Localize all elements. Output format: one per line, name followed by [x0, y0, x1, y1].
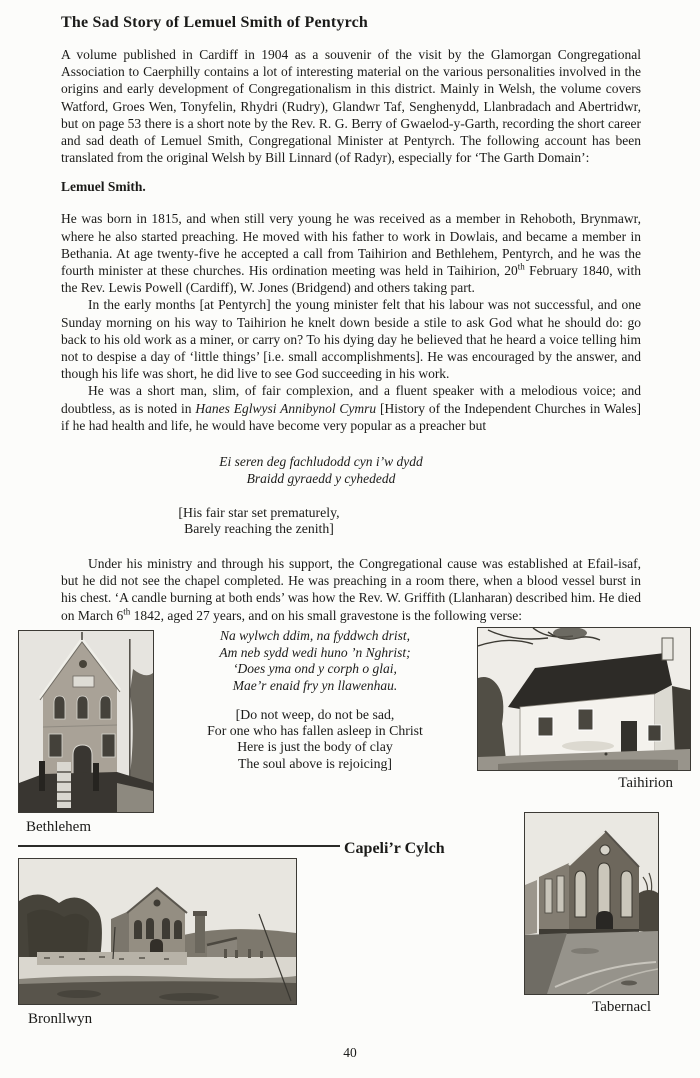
verse-line: ‘Does yma ond y corph o glai, [233, 661, 397, 676]
verse-line: Braidd gyraedd y cyhededd [246, 470, 396, 486]
welsh-verse-star [161, 454, 481, 487]
bronllwyn-chapel-photo [18, 858, 297, 1005]
paragraph-birth-text: He was born in 1815, and when still very young he was received as a member in Rehoboth, Brynmawr, where he also started preaching. He moved with his father to work in Dowlais, and became a member in Bethania. At age twenty-five he accepted a call from Taihirion and Bethlehem, Pentyrch, and he was the fourth minister at these churches. His ordination meeting was held in Taihirion, 20 [61, 211, 641, 279]
page-number: 40 [343, 1045, 357, 1060]
intro-paragraph: A volume published in Cardiff in 1904 as a souvenir of the visit by the Glamorgan Congregational Association to Caerphilly contains a lot of interesting material on the various personalities involved in the origins and early development of Congregationalism in this district. Mainly in Welsh, the volume covers Watford, Groes Wen, Tonyfelin, Rhydri (Rudry), Glandwr Taf, Senghenydd, Llanbradach and Abertridwr, but on page 53 there is a short note by the Rev. R. G. Berry of Gwaelod-y-Garth, recording the short career and sad death of Lemuel Smith, Congregational Minister at Pentyrch. The following account has been translated from the original Welsh by Bill Linnard (of Radyr), especially for ‘The Garth Domain’: [61, 47, 641, 166]
ordinal-superscript: th [123, 606, 131, 617]
verse-line: [Do not weep, do not be sad, [235, 707, 395, 722]
bronllwyn-chapel-figure [18, 858, 295, 1028]
verse-line: Ei seren deg fachludodd cyn i’w dydd [219, 454, 423, 470]
bronllwyn-caption: Bronllwyn [28, 1011, 93, 1027]
welsh-gravestone-verse [150, 628, 480, 694]
verse-line: Mae’r enaid fry yn llawenhau. [232, 677, 398, 693]
page-title: The Sad Story of Lemuel Smith of Pentyrch [61, 14, 369, 31]
tabernacl-chapel-photo [524, 812, 659, 995]
paragraph-ministry-text: Under his ministry and through his support, the Congregational cause was established at Efail-isaf, but he did not see the chapel completed. He was preaching in a room there, when a blood vessel burst in his chest. ‘A candle burning at both ends’ was how the Rev. W. Griffith (Llanharan) described him. He died on March 6 [61, 556, 641, 623]
verse-star-translation [99, 505, 419, 537]
article-text-column [61, 14, 641, 624]
verse-line: For one who has fallen asleep in Christ [207, 723, 423, 739]
paragraph-birth-text-cont: February 1840, with the Rev. Lewis Powell (Cardiff), W. Jones (Bridgend) and others taking part. [61, 263, 642, 296]
verse-line: Barely reaching the zenith] [184, 521, 334, 537]
taihirion-chapel-photo [477, 627, 691, 771]
verse-line: Na wylwch ddim, na fyddwch drist, [219, 628, 411, 643]
verse-line: Here is just the body of clay [237, 739, 393, 755]
ordinal-superscript: th [517, 261, 525, 272]
taihirion-caption: Taihirion [618, 775, 673, 791]
paragraph-description-text: He was a short man, slim, of fair complexion, and a fluent speaker with a melodious voice; and doubtless, as is noted in [61, 383, 641, 416]
paragraph-birth [61, 210, 641, 296]
horizontal-rule [18, 845, 340, 847]
taihirion-chapel-figure [477, 627, 689, 792]
paragraph-ministry-text-cont: 1842, aged 27 years, and on his small gravestone is the following verse: [130, 607, 523, 623]
paragraph-early-months: In the early months [at Pentyrch] the young minister felt that his labour was not successful, and one Sunday morning on his way to Taihirion he knelt down beside a stile to ask God what he should do: go back to his old work as a miner, or carry on? To his dying day he believed that he heard a voice telling him not to despise a day of ‘little things’ [i.e. small accomplishments]. He was encouraged by the answer, and though his life was short, he did live to see God succeeding in his work. [61, 297, 641, 382]
paragraph-ministry [61, 555, 641, 624]
verse-line: Am neb sydd wedi huno ’n Nghrist; [219, 644, 411, 660]
verse-line: [His fair star set prematurely, [178, 505, 340, 521]
bethlehem-chapel-figure [18, 630, 152, 836]
bethlehem-chapel-photo [18, 630, 154, 813]
paragraph-description [61, 382, 641, 434]
tabernacl-chapel-figure [524, 812, 657, 1016]
paragraph-description-text-cont: [History of the Independent Churches in Wales] if he had health and life, he would have become very popular as a preacher but [61, 400, 641, 433]
verse-line: The soul above is rejoicing] [237, 755, 393, 771]
gravestone-verse-column [150, 628, 480, 772]
photo-section-heading: Capeli’r Cylch [344, 840, 445, 857]
bethlehem-caption: Bethlehem [26, 819, 91, 835]
gravestone-verse-translation [150, 707, 480, 772]
book-title-italic: Hanes Eglwysi Annibynol Cymru [195, 400, 377, 416]
tabernacl-caption: Tabernacl [592, 999, 651, 1015]
section-heading-lemuel-smith: Lemuel Smith. [61, 179, 146, 195]
